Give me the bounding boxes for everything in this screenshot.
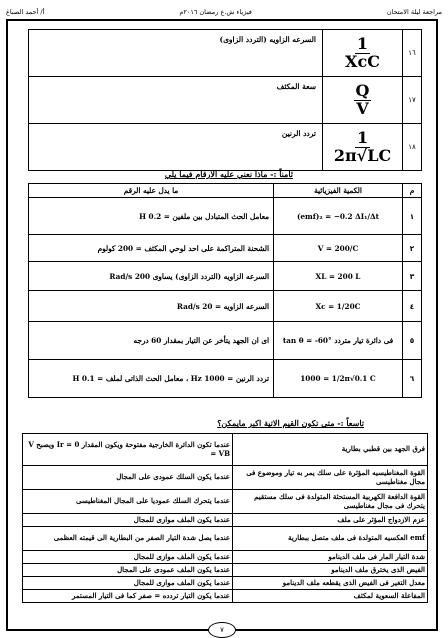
meaning-table bbox=[28, 183, 422, 398]
quantity-cell: المفاعلة السعوية لمكثف bbox=[233, 590, 428, 603]
col-quantity-header: الكمية الفيزيائية bbox=[274, 184, 403, 198]
quantity-cell bbox=[274, 198, 403, 235]
quantity-cell bbox=[274, 322, 403, 360]
table-row bbox=[29, 198, 422, 235]
row-number: ٥ bbox=[403, 322, 422, 360]
quantity-cell: عزم الازدواج المؤثر على ملف bbox=[233, 514, 428, 527]
quantity-cell: القوة المغناطيسيه المؤثرة على سلك يمر به تيار وموضوع فى مجال مغناطيسى bbox=[233, 466, 428, 490]
meaning-cell: السرعه الزاويه (التردد الزاوى) يساوى 200 Rad/s bbox=[29, 262, 274, 291]
row-number: ٣ bbox=[403, 262, 422, 291]
section8-title: ثامناً :- ماذا نعني عليه الارقام فيما يلي bbox=[164, 169, 293, 179]
formula-denominator: 2π√LC bbox=[333, 145, 392, 165]
table-header-row bbox=[29, 184, 422, 198]
formula bbox=[323, 77, 403, 124]
quantity-cell bbox=[274, 360, 403, 398]
col-meaning-header: ما يدل عليه الرقم bbox=[29, 184, 274, 198]
table-row bbox=[29, 262, 422, 291]
meaning-cell: اى ان الجهد يتأخر عن التيار بمقدار 60 درجه bbox=[29, 322, 274, 360]
quantity-cell: فرق الجهد بين قطبي بطارية bbox=[233, 434, 428, 466]
table-row bbox=[23, 514, 428, 527]
table-row bbox=[29, 124, 422, 171]
formula-numerator: 1 bbox=[356, 33, 369, 53]
page-header bbox=[6, 4, 442, 19]
quantity-text: (emf)₂ = −0.2 ΔI₁/Δt bbox=[296, 211, 380, 221]
table-row bbox=[23, 434, 428, 466]
table-row bbox=[23, 551, 428, 564]
section9-title: تاسعاً :- متى تكون القيم الاتية اكبر مايمكن؟ bbox=[217, 418, 364, 428]
answer-cell: تردد الرنين bbox=[29, 124, 323, 171]
meaning-cell: تردد الرنين = 1000 Hz ، معامل الحث الذاتى لملف = 0.1 H bbox=[29, 360, 274, 398]
meaning-cell: الشحنة المتراكمة على احد لوحي المكثف = 200 كولوم bbox=[29, 235, 274, 262]
meaning-cell: معامل الحث المتبادل بين ملفين = 0.2 H bbox=[29, 198, 274, 235]
table-row bbox=[23, 590, 428, 603]
header-title: مراجعة ليلة الامتحان bbox=[386, 7, 442, 16]
condition-cell: عندما يكون الملف موازى للمجال bbox=[23, 514, 233, 527]
condition-cell: عندما يتحرك السلك عموديا على المجال المغناطيسى bbox=[23, 490, 233, 514]
condition-cell: عندما يصل شدة التيار الصفر من البطارية الى قيمته العظمى bbox=[23, 527, 233, 551]
answer-cell: سعة المكثف bbox=[29, 77, 323, 124]
row-number: ٤ bbox=[403, 291, 422, 322]
page-number: ٧ bbox=[208, 622, 236, 638]
row-number: ١٧ bbox=[403, 77, 422, 124]
table-row bbox=[23, 577, 428, 590]
formula-table bbox=[28, 29, 422, 171]
col-num-header: م bbox=[403, 184, 422, 198]
quantity-text: Xc = 1/20C bbox=[315, 301, 361, 311]
header-teacher: أ/ أحمد الصباغ bbox=[6, 7, 45, 16]
table-row bbox=[29, 360, 422, 398]
quantity-text: tan θ = -60° فى دائرة تيار متردد bbox=[282, 336, 394, 345]
condition-cell: عندما يكون الملف موازى للمجال bbox=[23, 577, 233, 590]
condition-cell: عندما يكون التيار تردده = صفر كما فى التيار المستمر bbox=[23, 590, 233, 603]
formula-numerator: 1 bbox=[356, 127, 369, 147]
formula-numerator: Q bbox=[355, 80, 370, 100]
answer-cell: السرعه الزاويه (التردد الزاوى) bbox=[29, 30, 323, 77]
row-number: ١٨ bbox=[403, 124, 422, 171]
formula bbox=[323, 30, 403, 77]
quantity-cell bbox=[274, 262, 403, 291]
table-row bbox=[29, 291, 422, 322]
quantity-cell: معدل التغير فى الفيض الذى يقطعه ملف الدينامو bbox=[233, 577, 428, 590]
table-row bbox=[29, 322, 422, 360]
meaning-cell: السرعه الزاويه = 20 Rad/s bbox=[29, 291, 274, 322]
formula-denominator: XcC bbox=[345, 51, 380, 71]
table-row bbox=[23, 490, 428, 514]
row-number: ١ bbox=[403, 198, 422, 235]
quantity-cell bbox=[274, 291, 403, 322]
condition-cell: عندما يكون الملف عمودى على المجال bbox=[23, 564, 233, 577]
row-number: ١٦ bbox=[403, 30, 422, 77]
table-row bbox=[29, 77, 422, 124]
formula-denominator: V bbox=[356, 98, 369, 118]
row-number: ٦ bbox=[403, 360, 422, 398]
table-row bbox=[23, 466, 428, 490]
quantity-cell bbox=[274, 235, 403, 262]
table-row bbox=[23, 564, 428, 577]
condition-cell: عندما يكون الملف موازى للمجال bbox=[23, 551, 233, 564]
max-values-table bbox=[22, 433, 428, 603]
condition-cell: عندما يكون السلك عمودى على المجال bbox=[23, 466, 233, 490]
quantity-cell: شدة التيار المار فى ملف الدينامو bbox=[233, 551, 428, 564]
condition-cell: عندما تكون الدائرة الخارجية مفتوحة ويكون المقدار Ir = 0 ويصبح V = VB bbox=[23, 434, 233, 466]
quantity-text: V = 200/C bbox=[317, 243, 359, 253]
quantity-cell: القوة الدافعة الكهربية المستحثة المتولدة فى سلك مستقيم يتحرك فى مجال مغناطيسى bbox=[233, 490, 428, 514]
header-subject: فيزياء ش.ع رمضان ٢٠١٦م bbox=[179, 7, 252, 16]
quantity-text: XL = 200 L bbox=[315, 271, 361, 281]
quantity-text: 1000 = 1/2π√0.1 C bbox=[300, 374, 376, 383]
formula bbox=[323, 124, 403, 171]
table-row bbox=[23, 527, 428, 551]
table-row bbox=[29, 235, 422, 262]
quantity-cell: الفيض الذى يخترق ملف الدينامو bbox=[233, 564, 428, 577]
row-number: ٢ bbox=[403, 235, 422, 262]
table-row bbox=[29, 30, 422, 77]
quantity-cell: emf العكسيه المتولدة فى ملف متصل ببطارية bbox=[233, 527, 428, 551]
